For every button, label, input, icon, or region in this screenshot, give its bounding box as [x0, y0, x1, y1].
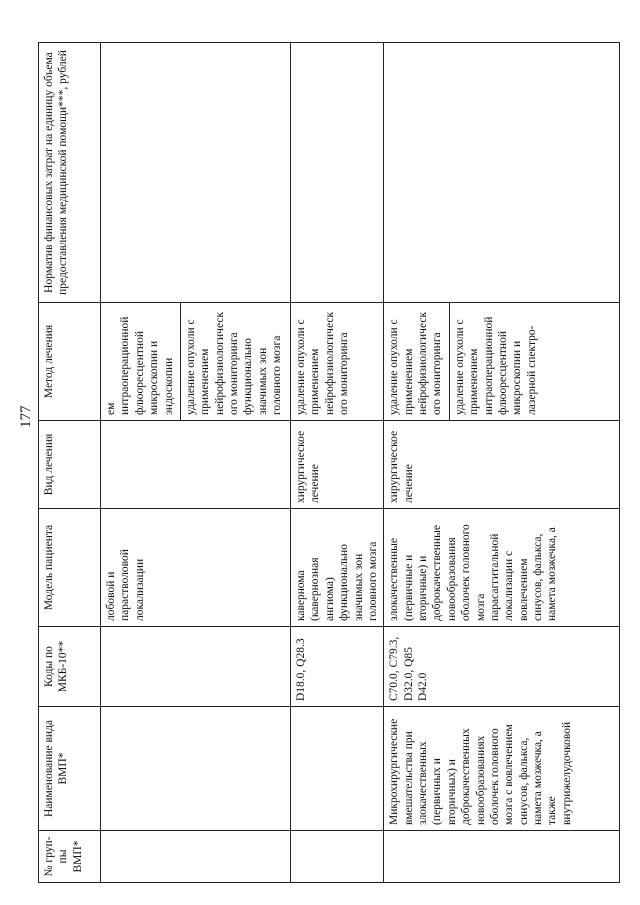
cell-vmp-name	[101, 707, 291, 831]
cell-vmp-name: Микрохирургические вмешательства при злокачественных (первичных и вторичных) и доброкачественных новообразованиях оболочек головного мозга с вовлечением синусов, фалькса, намета мозжечка, а также внутрижелудочковой	[384, 707, 620, 831]
cell-cost-norm	[101, 43, 291, 303]
cell-treatment-method: удаление опухоли с применением нейрофизиологического мониторинга	[291, 303, 384, 421]
cell-treatment-kind: хирургическое лечение	[384, 421, 620, 509]
header-treatment-kind: Вид лечения	[39, 421, 101, 509]
cell-group-number	[384, 831, 620, 883]
cell-group-number	[291, 831, 384, 883]
cell-treatment-method	[101, 303, 291, 421]
cell-vmp-name	[291, 707, 384, 831]
table-header-row	[39, 43, 101, 883]
method-text: ем интраоперационной флюоресцентной микроскопии и эндоскопии	[105, 316, 175, 415]
vmp-table	[38, 42, 620, 883]
cell-patient-model: лобовой и парастволовой локализации	[101, 509, 291, 627]
cell-group-number	[101, 831, 291, 883]
header-vmp-name: Наименование вида ВМП*	[39, 707, 101, 831]
page-number: 177	[18, 405, 34, 428]
document-sheet	[38, 43, 620, 883]
cell-treatment-kind	[101, 421, 291, 509]
cell-cost-norm	[384, 43, 620, 303]
header-group-number: № груп-пы ВМП*	[39, 831, 101, 883]
cell-icd-codes: D18.0, Q28.3	[291, 627, 384, 707]
cell-icd-codes	[101, 627, 291, 707]
header-patient-model: Модель пациента	[39, 509, 101, 627]
cell-patient-model: злокачественные (первичные и вторичные) и доброкачественные новообразования оболочек головного мозга парасаггитальной локализации с вовлечением синусов, фалькса, намета мозжечка, а	[384, 509, 620, 627]
cell-cost-norm	[291, 43, 384, 303]
cell-patient-model: кавернома (кавернозная ангиома) функционально значимых зон головного мозга	[291, 509, 384, 627]
cell-treatment-method	[384, 303, 620, 421]
table-row	[291, 43, 384, 883]
table-row	[101, 43, 291, 883]
cell-treatment-kind: хирургическое лечение	[291, 421, 384, 509]
method-text: удаление опухоли с применением нейрофизиологического мониторинга	[388, 311, 444, 415]
method-text: удаление опухоли с применением интраоперационной флюоресцентной микроскопии и лазерной спектро-	[449, 303, 539, 420]
table-row	[384, 43, 620, 883]
header-treatment-method: Метод лечения	[39, 303, 101, 421]
header-icd-codes: Коды по МКБ-10**	[39, 627, 101, 707]
method-text: удаление опухоли с применением нейрофизиологического мониторинга функционально значимых зон головного мозга	[180, 303, 285, 420]
header-cost-norm: Норматив финансовых затрат на единицу объема предоставления медицинской помощи***, рублей	[39, 43, 101, 303]
cell-icd-codes: C70.0, C79.3, D32.0, Q85 D42.0	[384, 627, 620, 707]
